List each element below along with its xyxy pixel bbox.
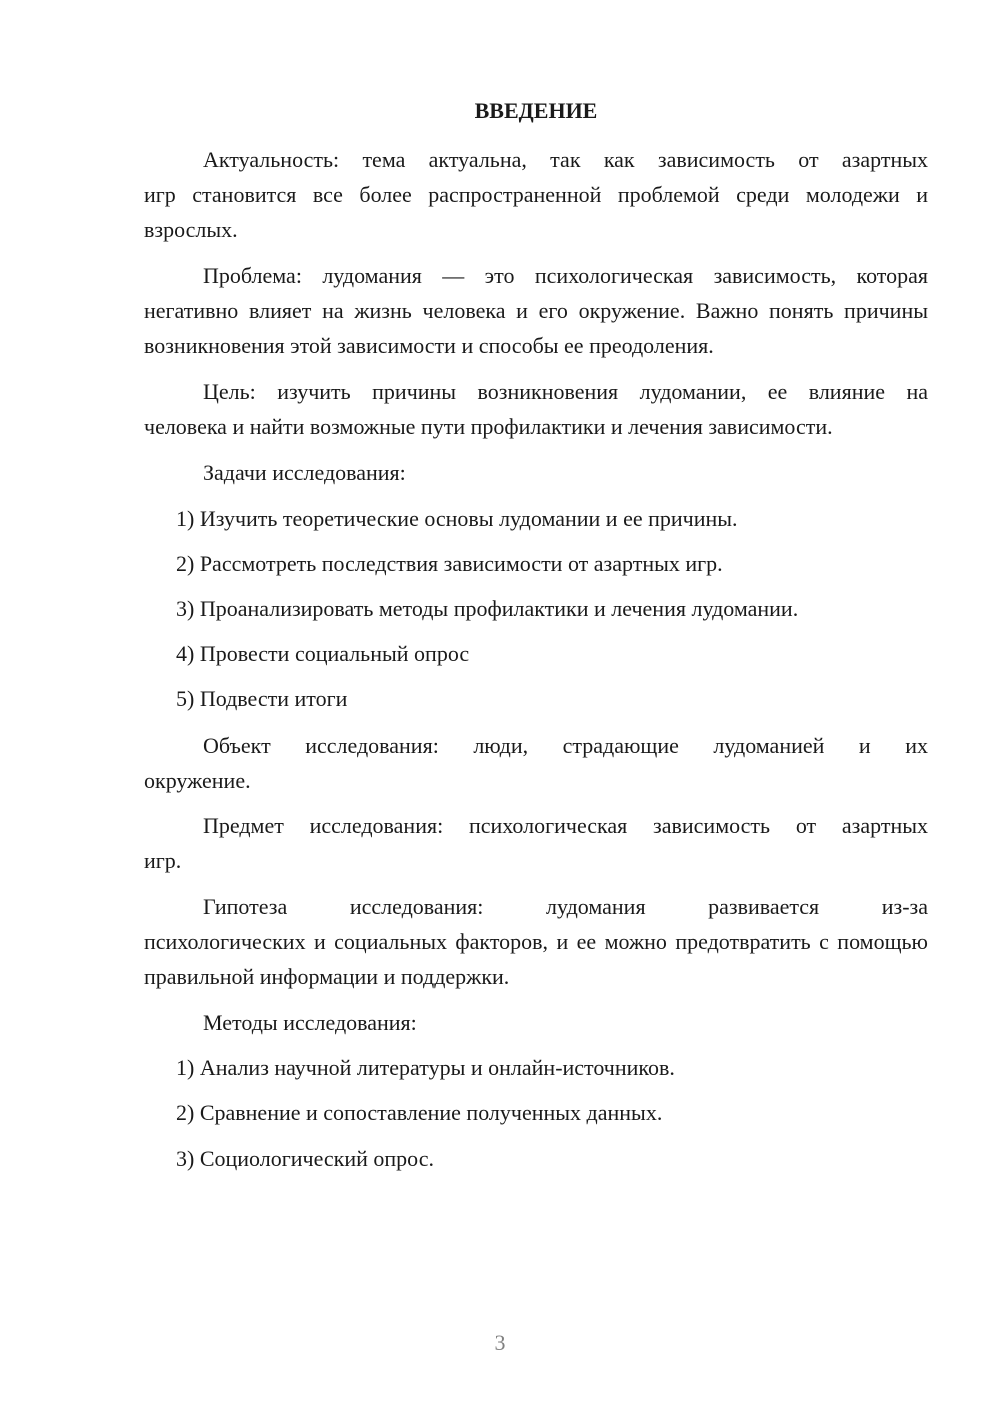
relevance-rest: игр становится все более распространенной проблемой среди молодежи и взрослых. <box>144 182 928 242</box>
object-first-line: Объект исследования: люди, страдающие лудоманией и их <box>203 733 928 758</box>
task-item-2: 2) Рассмотреть последствия зависимости от азартных игр. <box>176 551 723 576</box>
goal-paragraph <box>144 374 928 444</box>
task-item-5: 5) Подвести итоги <box>176 686 348 711</box>
relevance-first-line: Актуальность: тема актуальна, так как зависимость от азартных <box>203 147 928 172</box>
object-rest: окружение. <box>144 768 251 793</box>
method-item-1: 1) Анализ научной литературы и онлайн-источников. <box>176 1055 675 1080</box>
problem-rest: негативно влияет на жизнь человека и его окружение. Важно понять причины возникновения этой зависимости и способы ее преодоления. <box>144 298 928 358</box>
hypothesis-rest: психологических и социальных факторов, и ее можно предотвратить с помощью правильной информации и поддержки. <box>144 929 928 989</box>
subject-paragraph <box>144 808 928 878</box>
method-item-3: 3) Социологический опрос. <box>176 1146 434 1171</box>
relevance-paragraph <box>144 142 928 247</box>
subject-first-line: Предмет исследования: психологическая зависимость от азартных <box>203 813 928 838</box>
problem-first-line: Проблема: лудомания — это психологическая зависимость, которая <box>203 263 928 288</box>
task-item-1: 1) Изучить теоретические основы лудомании и ее причины. <box>176 506 738 531</box>
goal-rest: человека и найти возможные пути профилактики и лечения зависимости. <box>144 414 833 439</box>
hypothesis-paragraph <box>144 889 928 994</box>
goal-first-line: Цель: изучить причины возникновения лудомании, ее влияние на <box>203 379 928 404</box>
page-number: 3 <box>494 1330 506 1355</box>
problem-paragraph <box>144 258 928 363</box>
method-item-2: 2) Сравнение и сопоставление полученных данных. <box>176 1100 663 1125</box>
tasks-title: Задачи исследования: <box>203 460 406 485</box>
page-title: ВВЕДЕНИЕ <box>474 98 598 123</box>
subject-rest: игр. <box>144 848 182 873</box>
methods-title: Методы исследования: <box>203 1010 417 1035</box>
task-item-3: 3) Проанализировать методы профилактики и лечения лудомании. <box>176 596 799 621</box>
hypothesis-first-line: Гипотеза исследования: лудомания развивается из-за <box>203 894 928 919</box>
task-item-4: 4) Провести социальный опрос <box>176 641 470 666</box>
object-paragraph <box>144 728 928 798</box>
